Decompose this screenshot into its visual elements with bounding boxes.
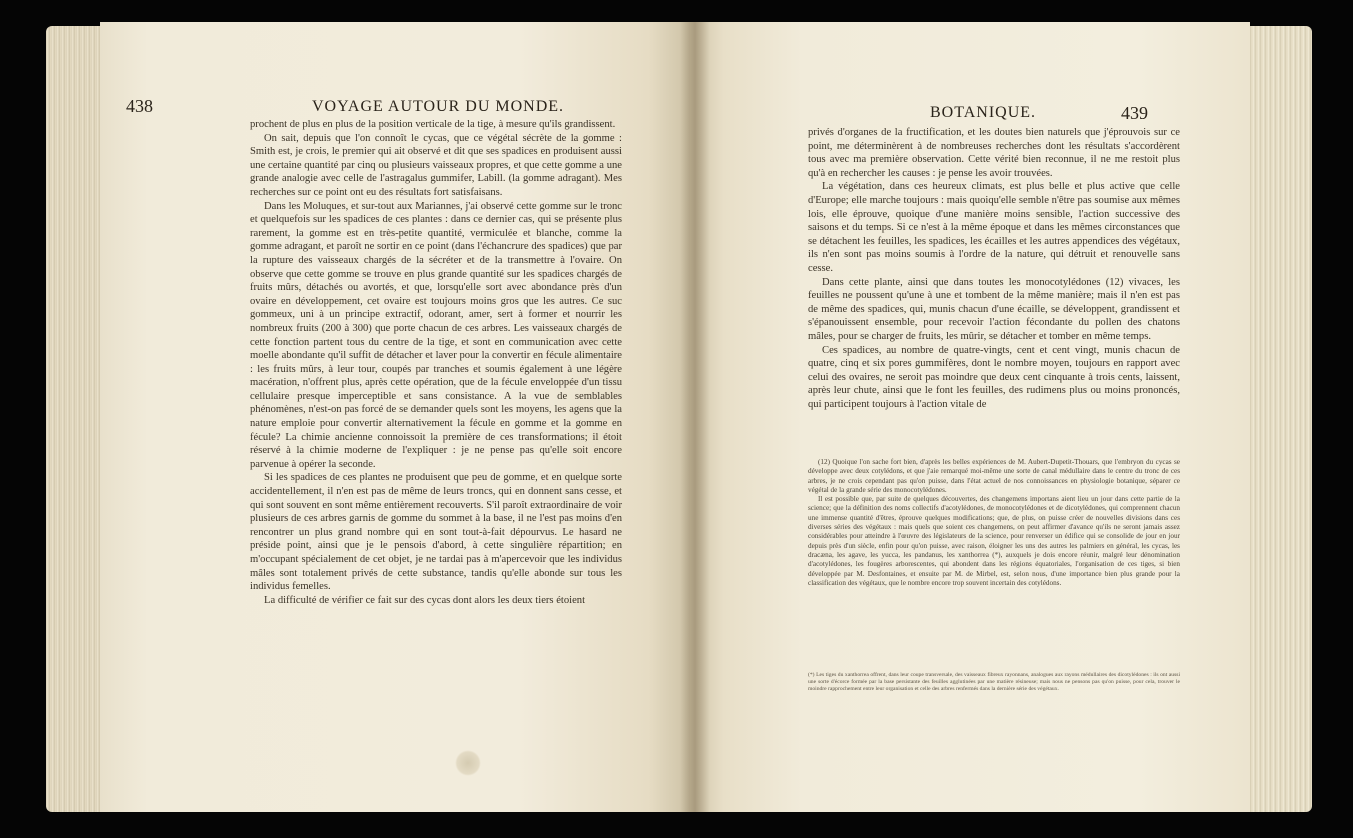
left-paragraph: Dans les Moluques, et sur-tout aux Mariannes, j'ai observé cette gomme sur le tronc et quelquefois sur les spadices de ces plantes : dans ce dernier cas, qui se présente plus rarement, la gomme est en très-petite quantité, vermiculée et blanche, comme la gomme adragant, et paroît ne sortir en ce point (dans l'échancrure des spadices) que par la rupture des vaisseaux chargés de la sécréter et de la transmettre à l'ovaire. On observe que cette gomme se trouve en plus grande quantité sur les spadices chargés de fruits mûrs, détachés ou avortés, et que, lorsqu'elle sort avec abondance près d'un ovaire en développement, cet ovaire est toujours moins gros que les autres. Ce suc gommeux, uni à un principe extractif, odorant, amer, sert à former et nourrir les nombreux fruits (200 à 300) que porte chacun de ces arbres. Les vaisseaux chargés de cette fonction partent tous du centre de la tige, et sont en communication avec cette moelle abondante qu'il suffit de détacher et laver pour la convertir en fécule alimentaire : les fruits mûrs, à leur tour, coupés par tranches et soumis également à une légère macération, n'offrent plus, après cette opération, que de la fécule enveloppée d'un tissu cellulaire presque imperceptible et sans consistance. A la vue de semblables phénomènes, n'est-on pas forcé de se demander quels sont les moyens, les agens que la nature emploie pour convertir alternativement la fécule en gomme et la gomme en fécule? La chimie ancienne connoissoit la première de ces transformations; il étoit réservé à la chimie moderne de l'expliquer : je ne pense pas qu'elle soit encore parvenue à opérer la seconde. xyxy=(250,200,622,470)
right-body-text xyxy=(808,126,1180,411)
footnote xyxy=(808,458,1180,588)
left-paragraph: Si les spadices de ces plantes ne produisent que peu de gomme, et en quelque sorte accidentellement, il n'en est pas de même de leurs troncs, qui en donnent sans cesse, et qui sont souvent en sont même entièrement recouverts. S'il paroît extraordinaire de voir plusieurs de ces arbres garnis de gomme du sommet à la base, il ne l'est pas moins d'en rencontrer un plus grand nombre qui en sont tout-à-fait dépourvus. Le hasard ne préside point, ainsi que je le pensois d'abord, à cette singulière répartition; en m'occupant spécialement de cet objet, je ne tardai pas à m'apercevoir que les individus mâles sont totalement privés de cette substance, tandis qu'elle abonde sur tous les individus femelles. xyxy=(250,472,622,593)
left-paragraph: La difficulté de vérifier ce fait sur des cycas dont alors les deux tiers étoient xyxy=(264,594,586,606)
right-paragraph: Dans cette plante, ainsi que dans toutes les monocotylédones (12) vivaces, les feuilles ne poussent qu'une à une et tombent de la même manière; mais il n'en est pas de même des spadices, qui, munis chacun d'une écaille, se développent, grandissent et s'épanouissent ensemble, pour recevoir l'action fécondante du pollen des chatons mâles, pour se charger de fruits, les mûrir, se détacher et tomber en même temps. xyxy=(808,276,1180,342)
left-body-text xyxy=(250,118,622,607)
right-paragraph: La végétation, dans ces heureux climats, est plus belle et plus active que celle d'Europe; elle marche toujours : mais quoiqu'elle semble n'être pas soumise aux mêmes lois, elle éprouve, quoique d'une manière moins sensible, l'action successive des saisons et du temps. Si ce n'est à la même époque et dans les mêmes circonstances que se détachent les feuilles, les spadices, les écailles et les autres appendices des végétaux, ils n'en sont pas moins soumis à l'ordre de la nature, qui détruit et renouvelle sans cesse. xyxy=(808,181,1180,274)
book-gutter xyxy=(680,22,710,812)
footnote-paragraph: (12) Quoique l'on sache fort bien, d'après les belles expériences de M. Aubert-Dupetit-Thouars, que l'embryon du cycas se développe avec deux cotylédons, et que j'aie remarqué moi-même une sorte de canal médullaire dans le centre du tronc de ces arbres, je ne crois cependant pas qu'on puisse, dans l'état actuel de nos connoissances en physiologie botanique, séparer ce végétal de la grande série des monocotylédones. xyxy=(808,458,1180,494)
footnote-paragraph: Il est possible que, par suite de quelques découvertes, des changemens importans aient lieu un jour dans cette partie de la science; que la définition des noms collectifs d'acotylédones, de monocotylédones et de dicotylédones, qui comprennent chacun une immense quantité d'êtres, éprouve quelques modifications; que, de plus, on puisse créer de nouvelles divisions dans ces diverses séries des végétaux : mais quels que soient ces changemens, on peut affirmer d'avance qu'ils ne seront jamais assez considérables pour atteindre à l'œuvre des législateurs de la science, pour renverser un édifice qui se consolide de jour en jour depuis près d'un siècle, enfin pour qu'on puisse, avec raison, éloigner les uns des autres les palmiers en général, les cycas, les dracæna, les agave, les yucca, les pandanus, les xanthorrea (*), auxquels je dois encore réunir, malgré leur dénomination d'acotylédones, les fougères arborescentes, qui abondent dans les régions équatoriales, l'organisation de ces tiges, si bien développée par M. Desfontaines, et ensuite par M. de Mirbel, est, selon nous, d'une importance bien plus grande pour la classification des végétaux, que le nombre encore trop souvent incertain des cotylédons. xyxy=(808,495,1180,587)
left-running-title: VOYAGE AUTOUR DU MONDE. xyxy=(312,98,565,115)
sub-footnote: (*) Les tiges du xanthorrea offrent, dans leur coupe transversale, des vaisseaux fibreux rayonnans, analogues aux rayons médullaires des dicotylédones : ils ont aussi une sorte d'écorce formée par la base persistante des feuilles agglutinées par une matière résineuse; mais nous ne pensons pas qu'on puisse, pour cela, trouver le moindre rapprochement entre leur organisation et celle des arbres renfermés dans la dernière série des végétaux. xyxy=(808,672,1180,692)
right-page-number: 439 xyxy=(1121,103,1148,123)
right-paragraph: privés d'organes de la fructification, et les doutes bien naturels que j'éprouvois sur ce point, me déterminèrent à de nombreuses recherches dont les résultats s'accordèrent tous avec ma première observation. Cette vérité bien reconnue, il ne me restoit plus qu'à en rechercher les causes : je pense les avoir trouvées. xyxy=(808,127,1180,179)
left-paragraph: prochent de plus en plus de la position verticale de la tige, à mesure qu'ils grandissent. xyxy=(250,119,616,130)
left-page-number: 438 xyxy=(126,96,153,116)
right-paragraph: Ces spadices, au nombre de quatre-vingts, cent et cent vingt, munis chacun de quatre, cinq et six pores gummifères, dont le nombre moyen, toujours en rapport avec celui des ovaires, ne seroit pas moindre que deux cent cinquante à trois cents, laissent, après leur chute, ainsi que le font les feuilles, des rudimens plus ou moins prononcés, qui participent toujours à l'action vitale de xyxy=(808,344,1180,410)
left-paragraph: On sait, depuis que l'on connoît le cycas, que ce végétal sécrète de la gomme : Smith est, je crois, le premier qui ait observé et dit que ses spadices en produisent aussi une certaine quantité par cinq ou plusieurs vaisseaux propres, et que cette gomme a une grande analogie avec celle de l'astragalus gummifer, Labill. (la gomme adragant). Mes recherches sur ce point ont eu des résultats fort satisfaisans. xyxy=(250,132,622,198)
page-stain xyxy=(455,750,481,776)
right-running-title: BOTANIQUE. xyxy=(930,104,1037,121)
